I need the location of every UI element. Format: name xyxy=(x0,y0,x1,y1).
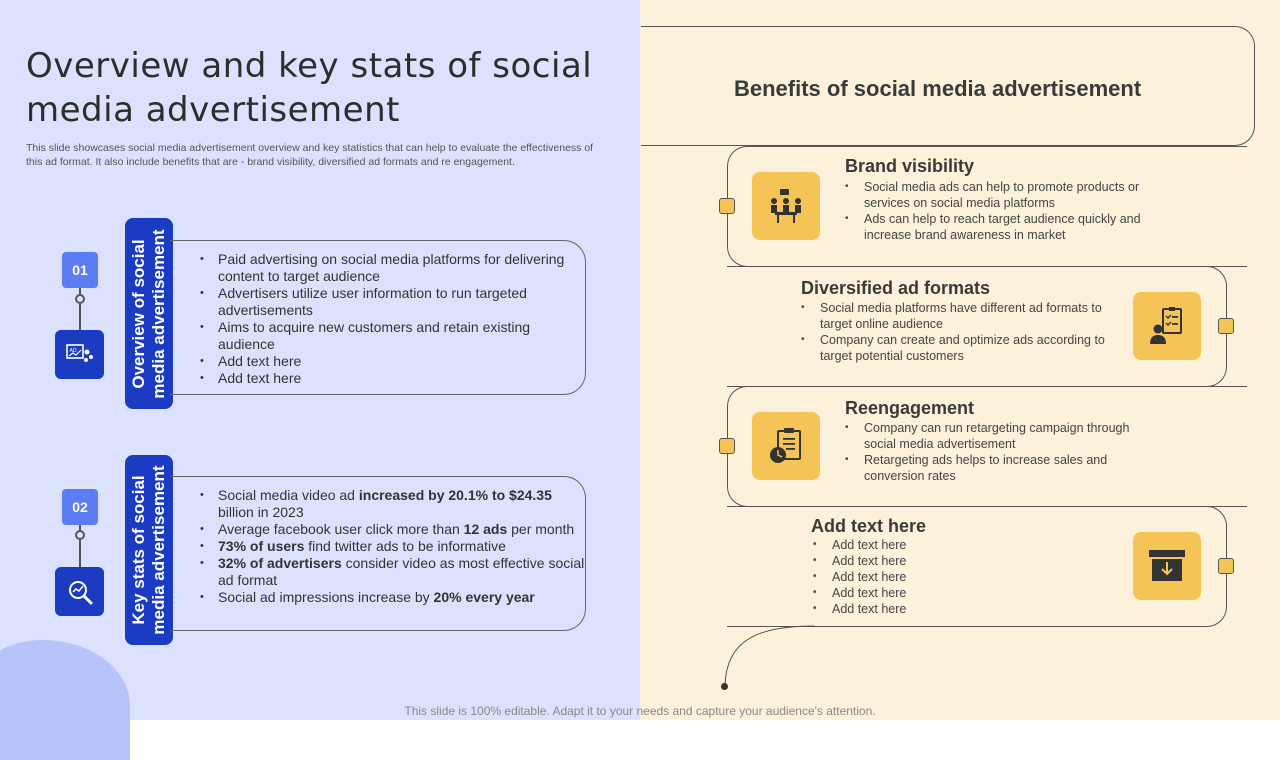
section-number-02: 02 xyxy=(62,489,98,525)
connector-dot xyxy=(75,294,85,304)
person-checklist-icon xyxy=(1133,292,1201,360)
section-label-bar-01 xyxy=(125,218,173,409)
ad-analytics-icon xyxy=(55,330,104,379)
list-item: • 73% of users find twitter ads to be informative xyxy=(218,538,585,555)
footer-note: This slide is 100% editable. Adapt it to your needs and capture your audience's attention. xyxy=(404,704,876,718)
list-item: • Company can create and optimize ads according to target potential customers xyxy=(800,332,1120,364)
section-label-01: Overview of social media advertisement xyxy=(129,228,168,399)
list-item: • Add text here xyxy=(812,569,1012,585)
list-item: • Ads can help to reach target audience quickly and increase brand awareness in market xyxy=(844,211,1164,243)
team-meeting-icon xyxy=(752,172,820,240)
benefit-list-3 xyxy=(844,420,1164,484)
svg-text:AD: AD xyxy=(69,347,77,354)
box-download-icon xyxy=(1133,532,1201,600)
list-item: • Social media video ad increased by 20.1% to $24.35 billion in 2023 xyxy=(218,487,585,521)
section-number-01: 01 xyxy=(62,252,98,288)
list-item: • Social media platforms have different ad formats to target online audience xyxy=(800,300,1120,332)
benefit-title-1: Brand visibility xyxy=(845,156,975,176)
timeline-knob xyxy=(1218,318,1234,334)
list-item: • 32% of advertisers consider video as most effective social ad format xyxy=(218,555,585,589)
list-item: • Paid advertising on social media platforms for delivering content to target audience xyxy=(218,251,585,285)
timeline-tail xyxy=(718,620,818,692)
list-item: • Company can run retargeting campaign through social media advertisement xyxy=(844,420,1164,452)
connector-dot xyxy=(75,530,85,540)
connector-line xyxy=(79,540,81,567)
timeline-end-dot xyxy=(721,683,728,690)
benefit-title-2: Diversified ad formats xyxy=(801,278,991,298)
section-label-02: Key stats of social media advertisement xyxy=(129,465,168,635)
magnifier-chart-icon xyxy=(55,567,104,616)
list-item: • Add text here xyxy=(812,553,1012,569)
section-label-bar-02 xyxy=(125,455,173,645)
section-content-box-02 xyxy=(170,476,586,631)
benefit-list-4 xyxy=(812,537,1012,617)
list-item: • Add text here xyxy=(812,601,1012,617)
list-item: • Add text here xyxy=(812,537,1012,553)
page-title: Overview and key stats of social media advertisement xyxy=(26,46,593,130)
benefit-list-2 xyxy=(800,300,1120,364)
section-content-box-01 xyxy=(170,240,586,395)
list-item: • Aims to acquire new customers and retain existing audience xyxy=(218,319,585,353)
benefit-title-4: Add text here xyxy=(811,516,927,536)
list-item: • Retargeting ads helps to increase sales and conversion rates xyxy=(844,452,1164,484)
timeline-knob xyxy=(719,198,735,214)
page-description: This slide showcases social media advertisement overview and key statistics that can help to evaluate the effectiveness of this ad format. It also include benefits that are - brand visibility, diversified ad formats and re engagement. xyxy=(26,142,594,168)
list-item: • Average facebook user click more than 12 ads per month xyxy=(218,521,585,538)
list-item: • Social ad impressions increase by 20% every year xyxy=(218,589,585,606)
clipboard-clock-icon xyxy=(752,412,820,480)
list-item: • Add text here xyxy=(812,585,1012,601)
list-item: • Add text here xyxy=(218,353,585,370)
timeline-knob xyxy=(719,438,735,454)
connector-line xyxy=(79,304,81,330)
timeline-knob xyxy=(1218,558,1234,574)
list-item: • Add text here xyxy=(218,370,585,387)
list-item: • Social media ads can help to promote products or services on social media platforms xyxy=(844,179,1164,211)
benefit-list-1 xyxy=(844,179,1164,243)
benefits-title: Benefits of social media advertisement xyxy=(734,76,1142,101)
benefit-title-3: Reengagement xyxy=(845,398,975,418)
list-item: • Advertisers utilize user information to run targeted advertisements xyxy=(218,285,585,319)
